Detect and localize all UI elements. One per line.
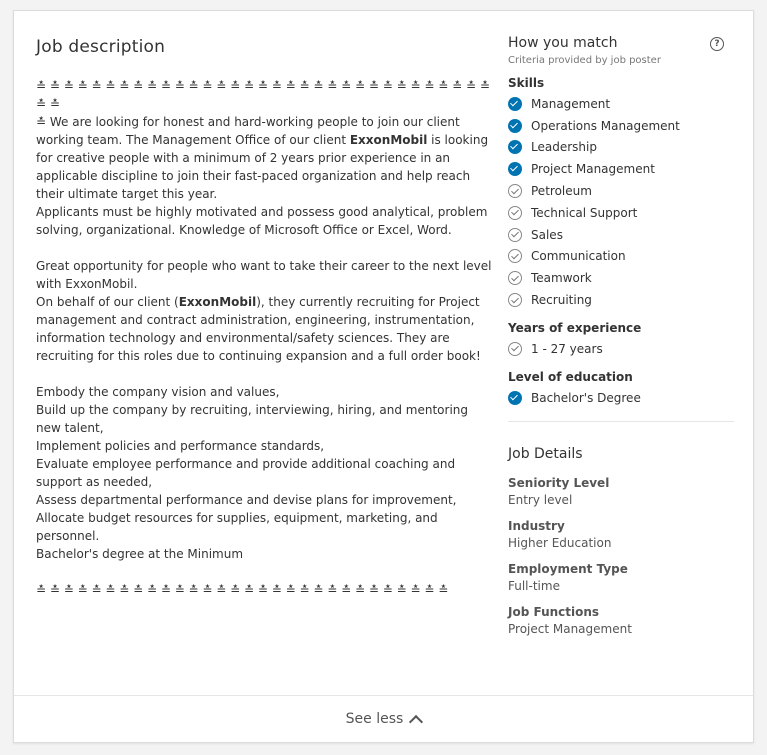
criteria-note: Criteria provided by job poster bbox=[508, 55, 661, 66]
check-outline-icon bbox=[508, 342, 522, 356]
experience-label: 1 - 27 years bbox=[531, 341, 603, 356]
description-paragraph: On behalf of our client (ExxonMobil), they currently recruiting for Project management and contract administration, engineering, instrumentation, information technology and environmental/safety sciences. They are recruiting for this roles due to continuing expansion and a full order book! bbox=[36, 295, 481, 363]
question-circle-icon[interactable]: ? bbox=[710, 37, 724, 51]
check-filled-icon bbox=[508, 391, 522, 405]
company-name: ExxonMobil bbox=[178, 295, 257, 309]
check-outline-icon bbox=[508, 271, 522, 285]
detail-label: Employment Type bbox=[508, 561, 628, 576]
skills-list bbox=[508, 93, 734, 311]
education-label: Bachelor's Degree bbox=[531, 390, 641, 405]
skill-label: Teamwork bbox=[531, 271, 592, 286]
experience-item bbox=[508, 338, 734, 360]
education-item bbox=[508, 387, 734, 409]
responsibility-line: Allocate budget resources for supplies, equipment, marketing, and personnel. bbox=[36, 511, 438, 543]
skill-item bbox=[508, 246, 734, 268]
education-title: Level of education bbox=[508, 369, 633, 384]
see-less-button[interactable] bbox=[346, 711, 422, 727]
check-filled-icon bbox=[508, 162, 522, 176]
company-name: ExxonMobil bbox=[349, 133, 428, 147]
skill-item bbox=[508, 267, 734, 289]
job-description-title: Job description bbox=[36, 37, 166, 57]
detail-value: Full-time bbox=[508, 578, 560, 593]
check-filled-icon bbox=[508, 97, 522, 111]
check-filled-icon bbox=[508, 119, 522, 133]
skill-label: Leadership bbox=[531, 140, 597, 155]
responsibility-line: Embody the company vision and values, bbox=[36, 385, 280, 399]
see-less-label: See less bbox=[345, 711, 404, 727]
description-line: ≛ ≛ ≛ ≛ ≛ ≛ ≛ ≛ ≛ ≛ ≛ ≛ ≛ ≛ ≛ ≛ ≛ ≛ ≛ ≛ ≛ ≛ ≛ ≛ ≛ ≛ ≛ ≛ ≛ ≛ bbox=[36, 583, 449, 597]
match-title: How you match bbox=[508, 35, 618, 51]
responsibility-line: Build up the company by recruiting, interviewing, hiring, and mentoring new talent, bbox=[36, 403, 468, 435]
skill-label: Technical Support bbox=[531, 205, 638, 220]
check-outline-icon bbox=[508, 293, 522, 307]
description-paragraph: ≛ We are looking for honest and hard-working people to join our client working team. The Management Office of our client ExxonMobil is looking for creative people with a minimum of 2 years prior experience in an applicable discipline to join their fast-paced organization and help reach their ultimate target this year. bbox=[36, 115, 489, 201]
job-details-title: Job Details bbox=[508, 445, 583, 462]
divider bbox=[508, 421, 734, 422]
job-description-section bbox=[36, 37, 496, 599]
skill-label: Communication bbox=[531, 249, 626, 264]
detail-value: Project Management bbox=[508, 621, 632, 636]
check-outline-icon bbox=[508, 249, 522, 263]
responsibility-line: Bachelor's degree at the Minimum bbox=[36, 547, 244, 561]
skill-item bbox=[508, 137, 734, 159]
job-details-section bbox=[508, 446, 734, 636]
job-description-body bbox=[36, 77, 496, 599]
skill-item bbox=[508, 93, 734, 115]
match-header bbox=[508, 35, 734, 51]
responsibility-line: Evaluate employee performance and provide additional coaching and support as needed, bbox=[36, 457, 456, 489]
check-filled-icon bbox=[508, 140, 522, 154]
experience-title: Years of experience bbox=[508, 320, 642, 335]
chevron-up-icon bbox=[409, 714, 423, 728]
check-outline-icon bbox=[508, 206, 522, 220]
skill-label: Project Management bbox=[531, 162, 655, 177]
skill-item bbox=[508, 158, 734, 180]
skill-item bbox=[508, 224, 734, 246]
skill-item bbox=[508, 180, 734, 202]
check-outline-icon bbox=[508, 228, 522, 242]
skill-item bbox=[508, 289, 734, 311]
description-paragraph: Great opportunity for people who want to take their career to the next level with ExxonMobil. bbox=[36, 259, 492, 291]
responsibility-line: Implement policies and performance standards, bbox=[36, 439, 325, 453]
detail-value: Higher Education bbox=[508, 535, 612, 550]
detail-value: Entry level bbox=[508, 492, 573, 507]
detail-label: Seniority Level bbox=[508, 475, 610, 490]
match-panel bbox=[508, 35, 734, 648]
description-line: ≛ ≛ ≛ ≛ ≛ ≛ ≛ ≛ ≛ ≛ ≛ ≛ ≛ ≛ ≛ ≛ ≛ ≛ ≛ ≛ ≛ ≛ ≛ ≛ ≛ ≛ ≛ ≛ ≛ ≛ ≛ ≛ ≛ ≛ ≛ bbox=[36, 79, 490, 111]
skill-label: Operations Management bbox=[531, 118, 680, 133]
check-outline-icon bbox=[508, 184, 522, 198]
skill-item bbox=[508, 202, 734, 224]
responsibility-line: Assess departmental performance and devise plans for improvement, bbox=[36, 493, 457, 507]
skill-item bbox=[508, 115, 734, 137]
skills-title: Skills bbox=[508, 76, 545, 90]
skill-label: Sales bbox=[531, 227, 563, 242]
skill-label: Management bbox=[531, 96, 611, 111]
job-card bbox=[13, 10, 754, 743]
detail-label: Job Functions bbox=[508, 604, 600, 619]
description-paragraph: Applicants must be highly motivated and possess good analytical, problem solving, organizational. Knowledge of Microsoft Office or Excel, Word. bbox=[36, 205, 488, 237]
skill-label: Recruiting bbox=[531, 293, 592, 308]
footer bbox=[14, 695, 753, 742]
skill-label: Petroleum bbox=[531, 184, 592, 199]
detail-label: Industry bbox=[508, 518, 565, 533]
